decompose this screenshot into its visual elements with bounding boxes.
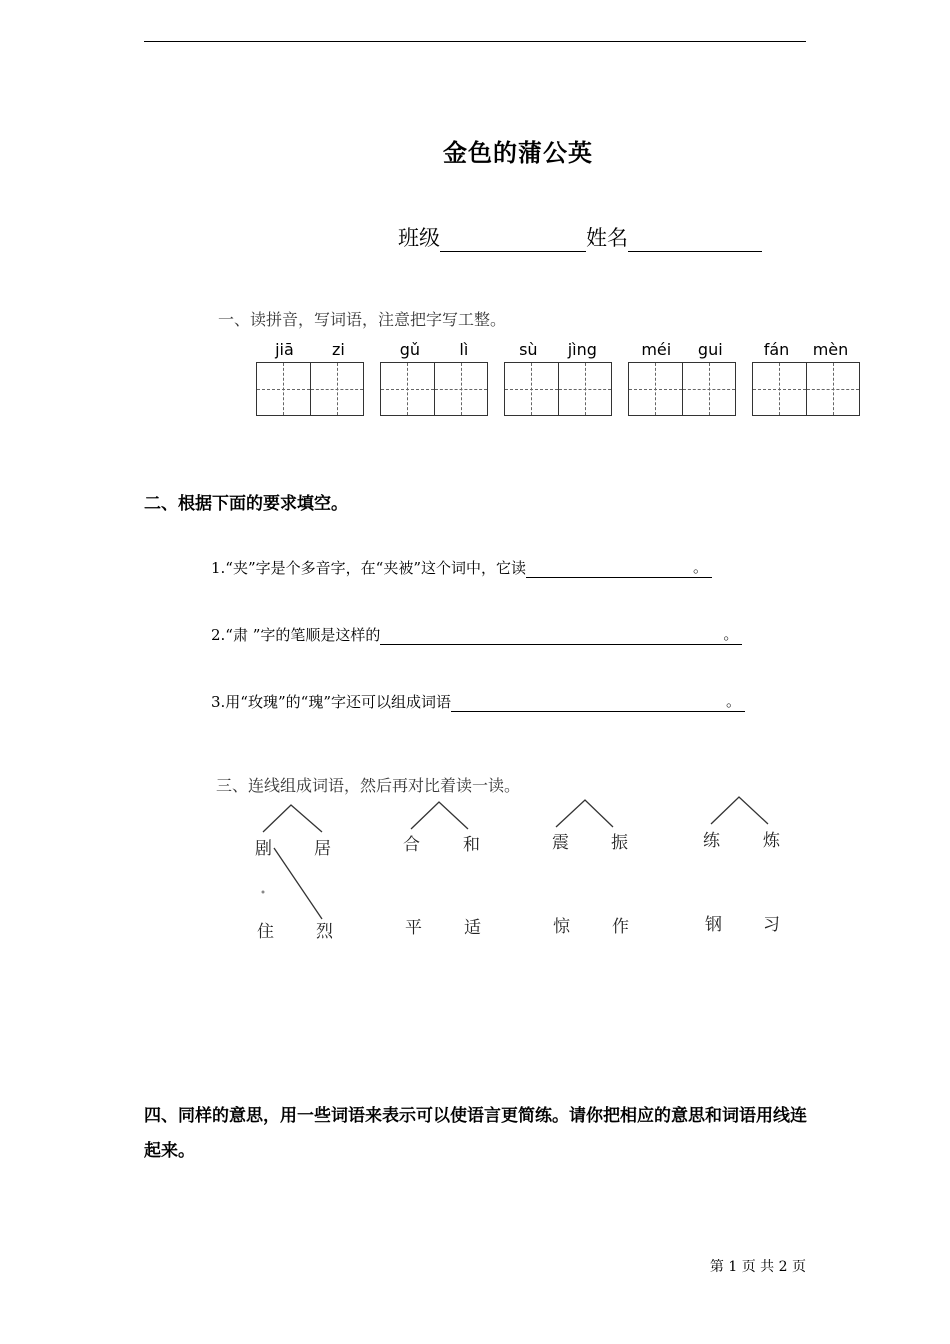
bottom-char[interactable]: 烈 (316, 922, 333, 942)
name-label: 姓名 (586, 226, 628, 250)
pinyin-text: fán (763, 340, 790, 359)
pinyin-text: mèn (812, 340, 849, 359)
caret-line (556, 800, 613, 827)
section1-heading: 一、读拼音，写词语，注意把字写工整。 (218, 310, 507, 329)
pinyin-text: gui (697, 340, 723, 359)
top-char[interactable]: 居 (314, 839, 331, 859)
end-mark: 。 (692, 558, 708, 576)
bottom-char[interactable]: 作 (612, 917, 629, 937)
top-char[interactable]: 振 (611, 833, 628, 853)
bottom-char[interactable]: 钢 (705, 915, 722, 935)
section3-heading: 三、连线组成词语，然后再对比着读一读。 (216, 776, 521, 795)
bottom-char[interactable]: 住 (257, 922, 274, 942)
pinyin-text: lì (459, 340, 469, 359)
question-2-text: 2.“肃 ”字的笔顺是这样的 (211, 626, 381, 644)
top-char[interactable]: 练 (703, 831, 720, 851)
top-char[interactable]: 炼 (763, 831, 780, 851)
caret-line (263, 805, 322, 832)
pinyin-text: gǔ (399, 340, 420, 359)
end-mark: 。 (725, 692, 741, 710)
page-footer: 第 1 页 共 2 页 (709, 1259, 806, 1275)
question-3-text: 3.用“玫瑰”的“瑰”字还可以组成词语 (211, 693, 451, 711)
scan-dot (262, 891, 265, 894)
bottom-char[interactable]: 平 (405, 918, 422, 938)
section4-heading: 四、同样的意思，用一些词语来表示可以使语言更简练。请你把相应的意思和词语用线连起来。 (144, 1106, 807, 1161)
top-char[interactable]: 剧 (255, 839, 272, 859)
pinyin-text: jìng (567, 340, 597, 359)
page-title: 金色的蒲公英 (443, 139, 593, 167)
caret-line (411, 802, 468, 829)
top-char[interactable]: 和 (463, 835, 480, 855)
pinyin-text: sù (519, 340, 538, 359)
top-char[interactable]: 震 (552, 833, 569, 853)
caret-line (711, 797, 768, 824)
bottom-char[interactable]: 惊 (553, 917, 570, 937)
pinyin-text: zi (332, 340, 345, 359)
top-char[interactable]: 合 (403, 835, 420, 855)
pinyin-text: méi (641, 340, 672, 359)
end-mark: 。 (723, 625, 739, 643)
bottom-char[interactable]: 适 (464, 918, 481, 938)
pinyin-text: jiā (275, 340, 294, 359)
class-label: 班级 (398, 226, 440, 250)
section2-heading: 二、根据下面的要求填空。 (144, 494, 348, 514)
question-1-text: 1.“夹”字是个多音字，在“夹被”这个词中，它读 (211, 559, 526, 577)
bottom-char[interactable]: 习 (763, 915, 780, 935)
